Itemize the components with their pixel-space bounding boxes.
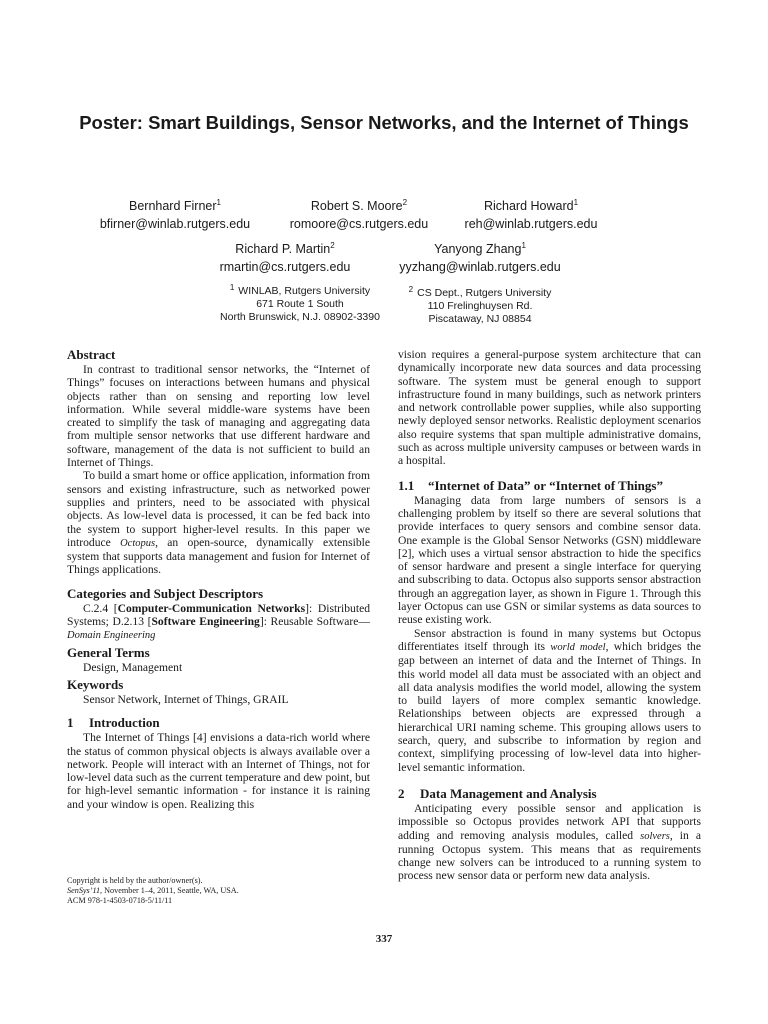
author-affiliation-mark: 1 bbox=[573, 197, 579, 207]
author-block bbox=[180, 240, 390, 276]
copyright-footnote bbox=[67, 876, 367, 906]
author-email: reh@winlab.rutgers.edu bbox=[464, 217, 598, 231]
author-block bbox=[426, 197, 636, 233]
affiliation-line: CS Dept., Rutgers University bbox=[417, 287, 552, 299]
subsection-heading: 1.1 “Internet of Data” or “Internet of Things” bbox=[398, 477, 663, 493]
author-name: Richard P. Martin bbox=[235, 242, 331, 256]
left-column bbox=[67, 347, 370, 811]
affiliation-line: 671 Route 1 South bbox=[256, 298, 344, 310]
right-column bbox=[398, 348, 701, 883]
general-terms-heading: General Terms bbox=[67, 644, 150, 660]
footnote-line: ACM 978-1-4503-0718-5/11/11 bbox=[67, 896, 173, 905]
affiliation-line: WINLAB, Rutgers University bbox=[238, 285, 371, 297]
body-paragraph: vision requires a general-purpose system architecture that can dynamically incorporate new data sources and data processing software. The system must be general enough to support infrastructure found in many buildings, such as network printers and network controllable power supplies, while also supporting newly deployed sensor networks. Realistic deployment scenarios also require systems that span multiple administrative domains, such as across multiple university campuses or between wards in a hospital. bbox=[398, 348, 701, 468]
world-model-term: world model bbox=[550, 641, 606, 653]
author-block bbox=[70, 197, 280, 233]
affiliation-line: North Brunswick, N.J. 08902-3390 bbox=[220, 311, 380, 323]
affiliation-block bbox=[195, 282, 405, 324]
author-email: yyzhang@winlab.rutgers.edu bbox=[399, 260, 561, 274]
keywords-text: Sensor Network, Internet of Things, GRAIL bbox=[83, 692, 289, 706]
abstract-heading: Abstract bbox=[67, 347, 116, 362]
author-affiliation-mark: 2 bbox=[330, 240, 335, 250]
footnote-line: SenSys’11, November 1–4, 2011, Seattle, WA, USA. bbox=[67, 886, 239, 895]
solvers-term: solvers bbox=[640, 830, 670, 842]
affiliation-mark: 1 bbox=[229, 282, 235, 292]
author-name: Robert S. Moore bbox=[310, 199, 403, 213]
abstract-paragraph: To build a smart home or office application, information from sensors and existing infrastructure, such as networked power supplies and printers, need to be associated with physical objects. As low-level data is processed, it can be fed back into the system to support higher-level results. In this paper we introduce Octopus, an open-source, dynamically extensible system that supports data management and fusion for Internet of Things applications. bbox=[67, 469, 370, 577]
body-paragraph: Anticipating every possible sensor and application is impossible so Octopus provides network API that supports adding and removing analysis modules, called solvers, in a running Octopus system. This means that as requirements change new solvers can be introduced to a running system to process new sensor data or perform new data analysis. bbox=[398, 801, 701, 883]
author-affiliation-mark: 1 bbox=[521, 240, 526, 250]
affiliation-mark: 2 bbox=[408, 284, 414, 294]
author-name: Yanyong Zhang bbox=[434, 242, 522, 256]
general-terms-text: Design, Management bbox=[83, 660, 183, 674]
author-affiliation-mark: 2 bbox=[402, 197, 408, 207]
body-paragraph: Managing data from large numbers of sensors is a challenging problem by itself so there are several solutions that provide interfaces to query sensors and combine sensor data. One example is the Global Sensor Networks (GSN) middleware [2], which uses a virtual sensor abstraction to hide the specifics of sensor hardware and present a single interface for querying and subscribing to data. Octopus also supports sensor abstraction through an aggregation layer, as shown in Figure 1. Through this layer Octopus can use GSN or similar systems as data sources to reuse existing work. bbox=[398, 493, 701, 627]
author-email: bfirner@winlab.rutgers.edu bbox=[99, 217, 251, 231]
footnote-line: Copyright is held by the author/owner(s). bbox=[67, 876, 203, 885]
affiliation-line: Piscataway, NJ 08854 bbox=[428, 313, 532, 325]
affiliation-line: 110 Frelinghuysen Rd. bbox=[427, 300, 533, 312]
section-2-heading: 2 Data Management and Analysis bbox=[398, 785, 597, 801]
author-name: Bernhard Firner bbox=[129, 199, 217, 213]
affiliation-block bbox=[380, 284, 580, 326]
author-email: romoore@cs.rutgers.edu bbox=[289, 217, 429, 231]
page-number: 337 bbox=[375, 933, 393, 945]
author-email: rmartin@cs.rutgers.edu bbox=[219, 260, 351, 274]
body-paragraph: Sensor abstraction is found in many systems but Octopus differentiates itself through its world model, which bridges the gap between an internet of data and the Internet of Things. In this world model all data must be associated with an object and all data analysis modifies the world model, allowing the system to build layers of more complex semantic knowledge. Relationships between objects are expressed through a hierarchical URI naming scheme. This grouping allows users to search, query, and subscribe to information by region and context, simplifying processing of low-level data into higher-level semantic information. bbox=[398, 626, 701, 774]
categories-heading: Categories and Subject Descriptors bbox=[67, 585, 264, 601]
keywords-heading: Keywords bbox=[67, 676, 124, 692]
paper-title: Poster: Smart Buildings, Sensor Networks, and the Internet of Things bbox=[79, 112, 689, 133]
author-name: Richard Howard bbox=[483, 199, 574, 213]
author-affiliation-mark: 1 bbox=[216, 197, 221, 207]
author-block bbox=[375, 240, 585, 276]
octopus-term: Octopus bbox=[120, 537, 156, 549]
abstract-paragraph: In contrast to traditional sensor networks, the “Internet of Things” focuses on interactions between humans and physical objects rather than on sensing and reporting low level information. While several middle-ware systems have been created to simplify the task of managing and aggregating data from multiple sensor networks that use different hardware and software, management of the data is not sufficient to build an Internet of Things. bbox=[67, 363, 370, 470]
categories-text: C.2.4 [Computer-Communication Networks]: Distributed Systems; D.2.13 [Software Engineering]: Reusable Software—Domain Engineering bbox=[67, 601, 371, 642]
introduction-heading: 1 Introduction bbox=[67, 715, 160, 731]
introduction-paragraph: The Internet of Things [4] envisions a data-rich world where the status of common physical objects is always available over a network. People will interact with an Internet of Things, not for low-level data such as the current temperature and dew point, but for high-level semantic information - for instance it is raining and your window is open. Realizing this bbox=[67, 731, 370, 811]
